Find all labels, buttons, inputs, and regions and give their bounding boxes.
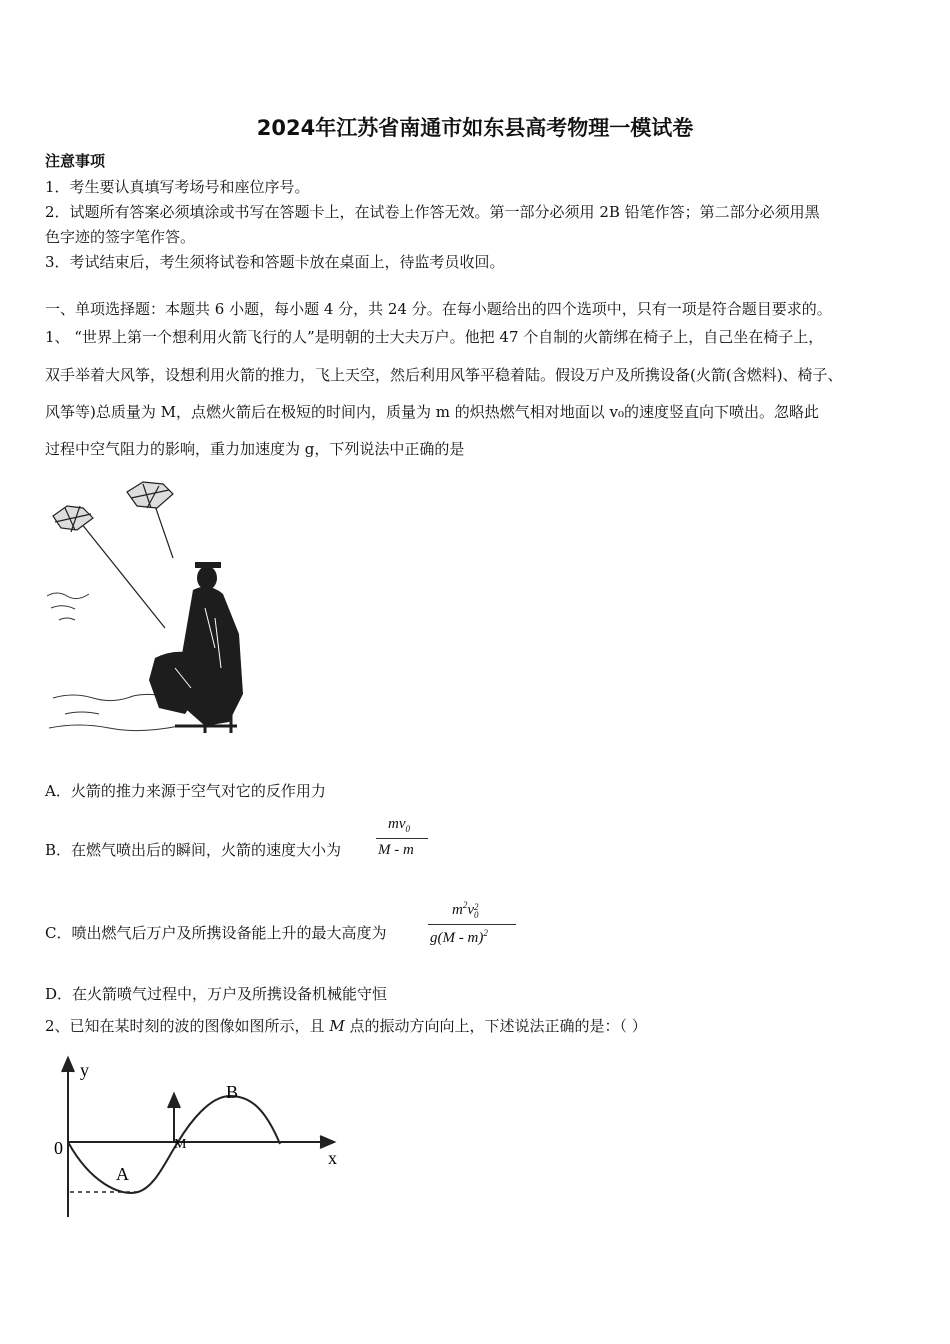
q1-line-1: 1、 “世界上第一个想利用火箭飞行的人”是明朝的士大夫万户。他把 47 个自制的火箭绑在椅子上，自己坐在椅子上， xyxy=(45,328,824,346)
notice-item-3: 3．考试结束后，考生须将试卷和答题卡放在桌面上，待监考员收回。 xyxy=(45,253,505,271)
q1-option-c-fraction xyxy=(426,898,518,952)
point-a-label: A xyxy=(116,1164,129,1184)
q1-line-4: 过程中空气阻力的影响，重力加速度为 g，下列说法中正确的是 xyxy=(45,440,465,458)
q1-option-b-fraction xyxy=(374,814,430,864)
q1-option-b: B．在燃气喷出后的瞬间，火箭的速度大小为 xyxy=(45,841,342,859)
x-axis-arrow xyxy=(320,1136,334,1148)
y-axis-label: y xyxy=(80,1060,89,1080)
wanhu-illustration xyxy=(45,478,250,743)
notice-item-1: 1．考生要认真填写考场号和座位序号。 xyxy=(45,178,310,196)
point-m-label: M xyxy=(174,1137,187,1152)
q1-line-2: 双手举着大风筝，设想利用火箭的推力，飞上天空，然后利用风筝平稳着陆。假设万户及所携设备(火箭(含燃料)、椅子、 xyxy=(45,366,843,384)
fraction-numerator: $m^2v$ 2 0 xyxy=(452,900,479,920)
notice-item-2: 2．试题所有答案必须填涂或书写在答题卡上，在试卷上作答无效。第一部分必须用 2B 铅笔作答；第二部分必须用黑 xyxy=(45,203,820,221)
q1-option-d: D．在火箭喷气过程中，万户及所携设备机械能守恒 xyxy=(45,985,388,1003)
fraction-bar xyxy=(376,838,428,839)
q1-line-3: 风筝等)总质量为 M，点燃火箭后在极短的时间内，质量为 m 的炽热燃气相对地面以 v₀的速度竖直向下喷出。忽略此 xyxy=(45,403,819,421)
point-b-label: B xyxy=(226,1082,239,1102)
fraction-numerator: $mv_0$ xyxy=(388,816,410,834)
q1-option-a: A．火箭的推力来源于空气对它的反作用力 xyxy=(45,782,326,800)
q1-option-c: C．喷出燃气后万户及所携设备能上升的最大高度为 xyxy=(45,924,387,942)
wave-graph xyxy=(50,1052,350,1222)
section-1-heading: 一、单项选择题：本题共 6 小题，每小题 4 分，共 24 分。在每小题给出的四个选项中，只有一项是符合题目要求的。 xyxy=(45,300,832,318)
y-axis-arrow xyxy=(62,1058,74,1072)
page-title: 2024年江苏省南通市如东县高考物理一模试卷 xyxy=(256,116,694,140)
fraction-denominator: g(M - m)$^2$ xyxy=(430,928,488,946)
fraction-bar xyxy=(428,924,516,925)
fraction-denominator: M - m xyxy=(378,842,414,858)
origin-label: 0 xyxy=(54,1138,63,1158)
x-axis-label: x xyxy=(328,1148,337,1168)
notice-item-2-cont: 色字迹的签字笔作答。 xyxy=(45,228,196,246)
q2-stem: 2、已知在某时刻的波的图像如图所示，且 M 点的振动方向向上，下述说法正确的是：（ ） xyxy=(45,1017,647,1035)
notice-heading: 注意事项 xyxy=(45,152,106,170)
m-velocity-arrowhead xyxy=(168,1094,180,1108)
